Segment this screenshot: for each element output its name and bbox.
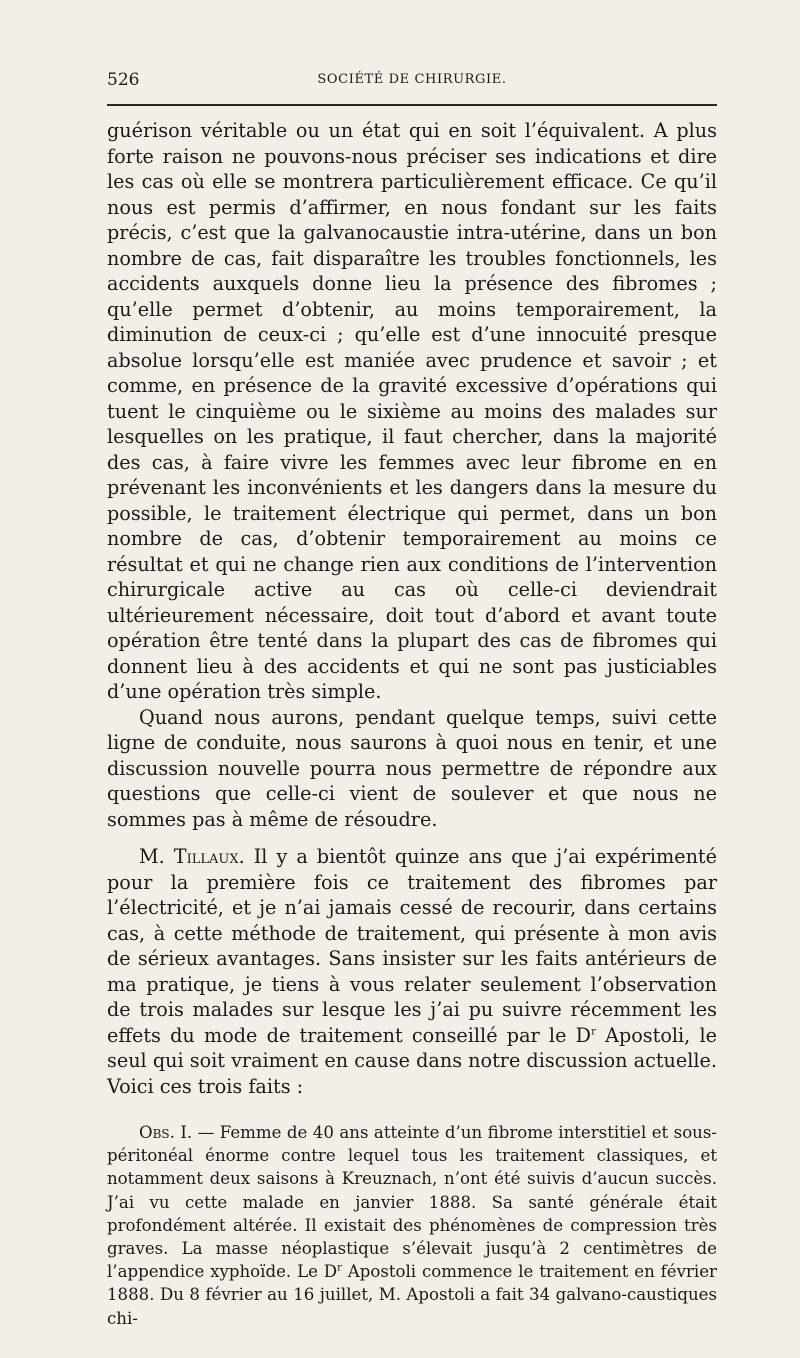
paragraph-3 (107, 844, 717, 1099)
paragraph-3-text-end: Apostoli, le seul qui soit vraiment en cause dans notre discussion actuelle. Voici ces trois faits : (107, 1023, 717, 1098)
observation-label: Obs. I. (139, 1123, 193, 1142)
observation-sup: r (337, 1262, 342, 1274)
paragraph-3-text: Il y a bientôt quinze ans que j’ai expérimenté pour la première fois ce traitement des fibromes par l’électricité, et je n’ai jamais cessé de recourir, dans certains cas, à cette méthode de traitement, qui présente à mon avis de sérieux avantages. Sans insister sur les faits antérieurs de ma pratique, je tiens à vous relater seulement l’observation de trois malades sur lesque les j’ai pu suivre récemment les effets du mode de traitement conseillé par le D (107, 845, 717, 1047)
paragraph-1: guérison véritable ou un état qui en soit l’équivalent. A plus forte raison ne pouvons-nous préciser ses indications et dire les cas où elle se montrera particulièrement efficace. Ce qu’il nous est permis d’affirmer, en nous fondant sur les faits précis, c’est que la galvanocaustie intra-utérine, dans un bon nombre de cas, fait disparaître les troubles fonctionnels, les accidents auxquels donne lieu la présence des fibromes ; qu’elle permet d’obtenir, au moins temporairement, la diminution de ceux-ci ; qu’elle est d’une innocuité presque absolue lorsqu’elle est maniée avec prudence et savoir ; et comme, en présence de la gravité excessive d’opérations qui tuent le cinquième ou le sixième au moins des malades sur lesquelles on les pratique, il faut chercher, dans la majorité des cas, à faire vivre les femmes avec leur fibrome en en prévenant les inconvénients et les dangers dans la mesure du possible, le traitement électrique qui permet, dans un bon nombre de cas, d’obtenir temporairement au moins ce résultat et qui ne change rien aux conditions de l’intervention chirurgicale active au cas où celle-ci deviendrait ultérieurement nécessaire, doit tout d’abord et avant toute opération être tenté dans la plupart des cas de fibromes qui donnent lieu à des accidents et qui ne sont pas justiciables d’une opération très simple. (107, 119, 717, 703)
observation-paragraph (107, 1121, 717, 1330)
speaker-name: M. Tillaux. (139, 845, 245, 868)
paragraph-2: Quand nous aurons, pendant quelque temps, suivi cette ligne de conduite, nous saurons à quoi nous en tenir, et une discussion nouvelle pourra nous permettre de répondre aux questions que celle-ci vient de soulever et que nous ne sommes pas à même de résoudre. (107, 705, 717, 831)
header-rule (107, 104, 717, 106)
observation-text-1: — Femme de 40 ans atteinte d’un fibrome interstitiel et sous-péritonéal énorme contre lequel tous les traitement classiques, et notamment deux saisons à Kreuznach, n’ont été suivis d’aucun succès. J’ai vu cette malade en janvier 1888. Sa santé générale était profondément altérée. Il existait des phénomènes de compression très graves. La masse néoplastique s’élevait jusqu’à 2 centimètres de l’appendice xyphoïde. Le D (107, 1123, 717, 1282)
page (107, 68, 717, 1330)
paragraph-3-sup: r (591, 1026, 596, 1038)
running-title: SOCIÉTÉ DE CHIRURGIE. (317, 72, 507, 87)
page-number: 526 (107, 70, 140, 90)
page-header (107, 68, 717, 94)
observation-text-2: Apostoli commence le traitement en février 1888. Du 8 février au 16 juillet, M. Apostoli a fait 34 galvano-caustiques chi- (107, 1262, 717, 1328)
